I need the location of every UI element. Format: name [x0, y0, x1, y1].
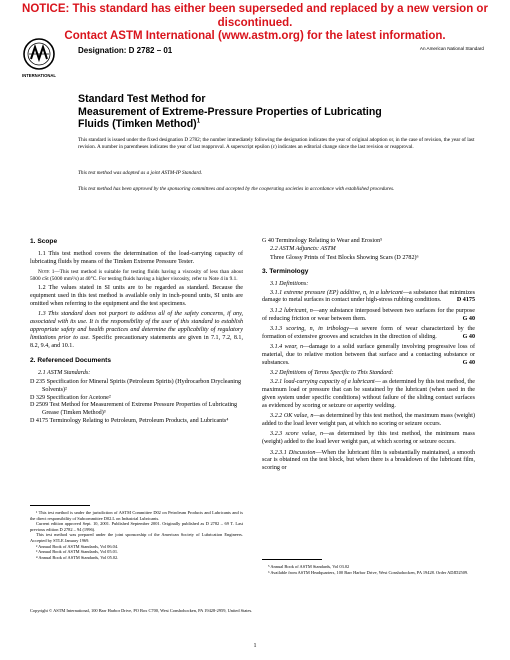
astm-logo-icon [22, 37, 56, 81]
reference-item: G 40 Terminology Relating to Wear and Erosion⁵ [262, 238, 383, 244]
logo-caption: INTERNATIONAL [22, 73, 56, 78]
title-line-1: Standard Test Method for [78, 93, 206, 105]
footnote-divider [30, 505, 90, 506]
copyright-line: Copyright © ASTM International, 100 Barr Harbor Drive, PO Box C700, West Conshohocken, PA 19428-2959, United States. [30, 608, 253, 613]
para-1-2: 1.2 The values stated in SI units are to be regarded as standard. Because the equipment used in this test method is available only in inch-pound units, SI units are omitted when referring to the equipment and the test specimens. [30, 285, 243, 308]
footnote: Current edition approved Sept. 10, 2001. Published September 2001. Originally published as D 2782 – 69 T. Last previous edition D 2782 – 94 (1996). [30, 521, 243, 532]
definition-3-2-3-1: 3.2.3.1 Discussion—When the lubricant film is substantially maintained, a smooth scar is obtained on the test block, but when there is a breakdown of the lubricant film, scoring or [262, 449, 475, 472]
astm-standards-subheading: 2.1 ASTM Standards: [38, 369, 91, 376]
footnote-divider [262, 559, 322, 560]
adjunct-item: Three Glossy Prints of Test Blocks Showing Scars (D 2782)⁶ [270, 254, 419, 261]
definition-3-2-2: 3.2.2 OK value, n—as determined by this test method, the maximum mass (weight) added to the load lever weight pan, at which no scoring or seizure occurs. [262, 413, 475, 428]
supersession-notice [0, 3, 510, 44]
issuance-statement: This standard is issued under the fixed designation D 2782; the number immediately following the designation indicates the year of original adoption or, in the case of revision, the year of last revision. A number in parentheses indicates the year of last reapproval. A superscript epsilon (ε) indicates an editorial change since the last revision or reapproval. [78, 137, 475, 150]
terminology-heading: 3. Terminology [262, 267, 309, 275]
footnotes-right [262, 564, 475, 575]
astm-adjuncts-subheading: 2.2 ASTM Adjuncts: ASTM [270, 245, 336, 252]
definition-3-2-1: 3.2.1 load-carrying capacity of a lubricant— as determined by this test method, the maximum load or pressure that can be sustained by the lubricant (when used in the given system under specific conditions) without failure of the sliding contact surfaces as evidenced by scoring or seizure or asperity welding. [262, 379, 475, 409]
footnote: ¹ This test method is under the jurisdiction of ASTM Committee D02 on Petroleum Products and Lubricants and is the direct responsibility of Subcommittee D02.L on Industrial Lubricants. [30, 510, 243, 521]
approval-statement: This test method has been approved by the sponsoring committees and accepted by the cooperating societies in accordance with established procedures. [78, 186, 395, 192]
notice-line-2: Contact ASTM International (www.astm.org) for the latest information. [64, 30, 446, 42]
adoption-statement: This test method was adopted as a joint ASTM-IP Standard. [78, 170, 203, 176]
footnotes-left [30, 510, 243, 560]
right-column [262, 238, 475, 476]
document-title [78, 93, 438, 131]
reference-item: D 2509 Test Method for Measurement of Extreme Pressure Properties of Lubricating Grease (Timken Method)³ [30, 402, 238, 417]
reference-item: D 329 Specification for Acetone² [30, 394, 111, 401]
footnote: ³ Annual Book of ASTM Standards, Vol 05.01. [36, 549, 119, 555]
left-column [30, 238, 243, 426]
notice-line-1: NOTICE: This standard has either been superseded and replaced by a new version or discontinued. [22, 3, 488, 29]
page-number: 1 [253, 643, 257, 649]
footnote: ² Annual Book of ASTM Standards, Vol 06.04. [36, 543, 119, 549]
reference-item: D 235 Specification for Mineral Spirits (Petroleum Spirits) (Hydrocarbon Drycleaning Solvents)² [30, 378, 242, 393]
footnote: ⁴ Annual Book of ASTM Standards, Vol 05.02. [36, 554, 119, 560]
footnote: This test method was prepared under the joint sponsorship of the American Society of Lubrication Engineers. Accepted by STLE January 1969. [30, 532, 243, 543]
definition-3-2-3: 3.2.3 score value, n—as determined by this test method, the minimum mass (weight) added to the load lever weight pan, at which scoring or seizure occurs. [262, 431, 475, 446]
definition-3-1-2: 3.1.2 lubricant, n—any substance interposed between two surfaces for the purpose of reducing friction or wear between them. G 40 [262, 307, 475, 322]
para-1-1: 1.1 This test method covers the determination of the load-carrying capacity of lubricating fluids by means of the Timken Extreme Pressure Tester. [30, 250, 243, 265]
reference-item: D 4175 Terminology Relating to Petroleum, Petroleum Products, and Lubricants⁴ [30, 418, 229, 425]
title-line-3: Fluids (Timken Method)$^1$ [78, 118, 201, 130]
para-1-3: 1.3 This standard does not purport to address all of the safety concerns, if any, associated with its use. It is the responsibility of the user of this standard to establish appropriate safety and health practices and determine the applicability of regulatory limitations prior to use. Specific precautionary statements are given in 7.1, 7.2, 8.1, 8.2, 9.4, and 10.1. [30, 311, 243, 350]
note-1: Note 1—This test method is suitable for testing fluids having a viscosity of less than about 5000 cSt (5000 mm²/s) at 40°C. For testing fluids having a higher viscosity, refer to Note 4 in 9.1. [30, 269, 243, 282]
footnote: ⁵ Annual Book of ASTM Standards, Vol 03.02 [268, 564, 350, 569]
definitions-subheading: 3.1 Definitions: [270, 280, 309, 287]
footnote: ⁶ Available from ASTM Headquarters, 100 Barr Harbor Drive, West Conshohocken, PA 19428. Order ADJD2509. [268, 569, 469, 575]
referenced-documents-heading: 2. Referenced Documents [30, 356, 111, 364]
definition-3-1-1: 3.1.1 extreme pressure (EP) additive, n, in a lubricant—a substance that minimizes damage to metal surfaces in contact under high-stress rubbing conditions. D 4175 [262, 289, 475, 304]
definition-3-1-3: 3.1.3 scoring, n, in tribology—a severe form of wear characterized by the formation of extensive grooves and scratches in the direction of sliding. G 40 [262, 325, 475, 340]
title-line-2: Measurement of Extreme-Pressure Properties of Lubricating [78, 105, 382, 118]
definition-3-1-4: 3.1.4 wear, n—damage to a solid surface generally involving progressive loss of material, due to relative motion between that surface and a contacting substance or substances. G 40 [262, 344, 475, 366]
scope-heading: 1. Scope [30, 238, 58, 245]
standard-type: An American National Standard [419, 46, 484, 51]
designation: Designation: D 2782 – 01 [78, 46, 173, 55]
specific-definitions-subheading: 3.2 Definitions of Terms Specific to This Standard: [270, 370, 394, 377]
